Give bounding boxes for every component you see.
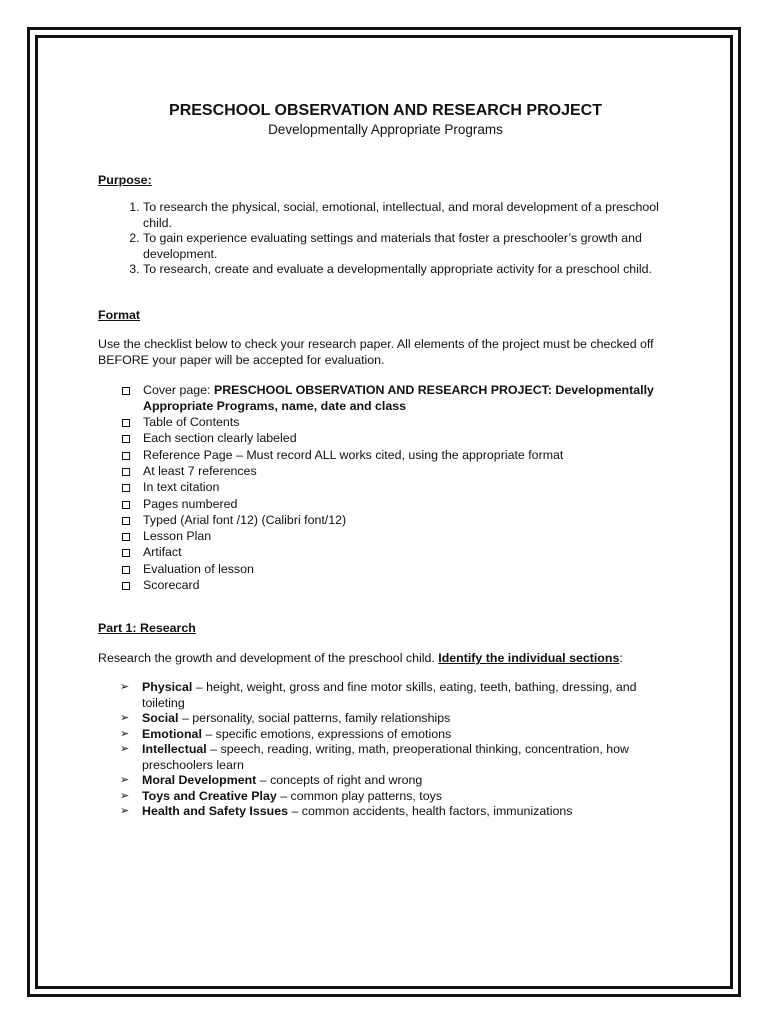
section-name: Social [142, 711, 179, 726]
checklist-item [122, 382, 673, 415]
research-sections-list [98, 680, 673, 820]
checkbox-icon [122, 549, 130, 557]
purpose-item: 2. To gain experience evaluating settings and materials that foster a preschooler’s growth and development. [143, 231, 673, 262]
checkbox-icon [122, 566, 130, 574]
section-name: Moral Development [142, 773, 257, 788]
section-desc: – common accidents, health factors, immunizations [288, 804, 573, 819]
checklist-item [122, 447, 673, 463]
checklist-item-label: In text citation [143, 480, 220, 495]
checklist-item-label: Evaluation of lesson [143, 561, 254, 576]
checklist-item [122, 479, 673, 495]
section-item [120, 711, 673, 727]
arrow-bullet-icon: ➢ [120, 743, 130, 756]
part1-intro-text: Research the growth and development of the preschool child. [98, 651, 439, 666]
arrow-bullet-icon: ➢ [120, 789, 130, 802]
purpose-heading: Purpose: [98, 173, 152, 187]
checklist-item-label: Artifact [143, 545, 182, 560]
section-name: Toys and Creative Play [142, 788, 277, 803]
section-desc: – common play patterns, toys [276, 788, 443, 803]
section-item [120, 789, 673, 805]
checklist-item [122, 430, 673, 446]
purpose-list [98, 200, 673, 278]
section-desc: – speech, reading, writing, math, preoperational thinking, concentration, how preschoolers learn [142, 742, 629, 772]
checklist-item-label: At least 7 references [143, 463, 257, 478]
part1-heading: Part 1: Research [98, 621, 196, 636]
checklist-item-label: Reference Page – Must record ALL works cited, using the appropriate format [143, 447, 564, 462]
checklist-item [122, 414, 673, 430]
checklist-item-label: Typed (Arial font /12) (Calibri font/12) [143, 512, 347, 527]
format-checklist [98, 382, 673, 594]
checkbox-icon [122, 452, 130, 460]
section-name: Health and Safety Issues [142, 804, 288, 819]
arrow-bullet-icon: ➢ [120, 712, 130, 725]
checklist-item [122, 577, 673, 593]
purpose-item: 1. To research the physical, social, emotional, intellectual, and moral development of a preschool child. [143, 200, 673, 231]
checklist-item-label: Table of Contents [143, 415, 240, 430]
cover-page-label: Cover page: [143, 382, 214, 397]
checkbox-icon [122, 435, 130, 443]
checklist-item-label: Scorecard [143, 578, 200, 593]
section-item [120, 804, 673, 820]
checkbox-icon [122, 517, 130, 525]
checklist-item-label: Lesson Plan [143, 529, 212, 544]
cover-page-details: PRESCHOOL OBSERVATION AND RESEARCH PROJECT: Developmentally Appropriate Programs, name, date and class [143, 382, 654, 413]
checklist-item [122, 496, 673, 512]
checklist-item [122, 528, 673, 544]
section-item [120, 773, 673, 789]
format-intro: Use the checklist below to check your research paper. All elements of the project must be checked off BEFORE your paper will be accepted for evaluation. [98, 336, 654, 367]
section-desc: – specific emotions, expressions of emotions [201, 726, 452, 741]
checkbox-icon [122, 468, 130, 476]
section-name: Intellectual [142, 742, 207, 757]
section-item [120, 680, 673, 711]
checklist-item-label: Pages numbered [143, 496, 238, 511]
checkbox-icon [122, 501, 130, 509]
document-subtitle: Developmentally Appropriate Programs [268, 122, 503, 137]
checklist-item-label: Each section clearly labeled [143, 431, 297, 446]
checklist-item [122, 561, 673, 577]
purpose-item: 3. To research, create and evaluate a developmentally appropriate activity for a preschool child. [143, 262, 673, 278]
format-heading: Format [98, 307, 140, 322]
checkbox-icon [122, 387, 130, 395]
section-desc: – height, weight, gross and fine motor skills, eating, teeth, bathing, dressing, and toileting [142, 680, 637, 710]
section-desc: – concepts of right and wrong [256, 773, 423, 788]
document-body [98, 101, 673, 820]
arrow-bullet-icon: ➢ [120, 727, 130, 740]
checkbox-icon [122, 484, 130, 492]
checkbox-icon [122, 419, 130, 427]
section-item [120, 742, 673, 773]
checklist-item [122, 544, 673, 560]
arrow-bullet-icon: ➢ [120, 774, 130, 787]
section-desc: – personality, social patterns, family relationships [178, 711, 451, 726]
checkbox-icon [122, 533, 130, 541]
part1-intro [98, 650, 673, 666]
document-title: PRESCHOOL OBSERVATION AND RESEARCH PROJECT [169, 102, 602, 119]
section-item [120, 727, 673, 743]
checklist-item [122, 512, 673, 528]
section-name: Physical [142, 680, 193, 695]
checklist-item [122, 463, 673, 479]
arrow-bullet-icon: ➢ [120, 805, 130, 818]
arrow-bullet-icon: ➢ [120, 681, 130, 694]
checkbox-icon [122, 582, 130, 590]
section-name: Emotional [142, 726, 202, 741]
part1-intro-colon: : [619, 651, 623, 666]
part1-intro-emphasis: Identify the individual sections [438, 651, 620, 666]
